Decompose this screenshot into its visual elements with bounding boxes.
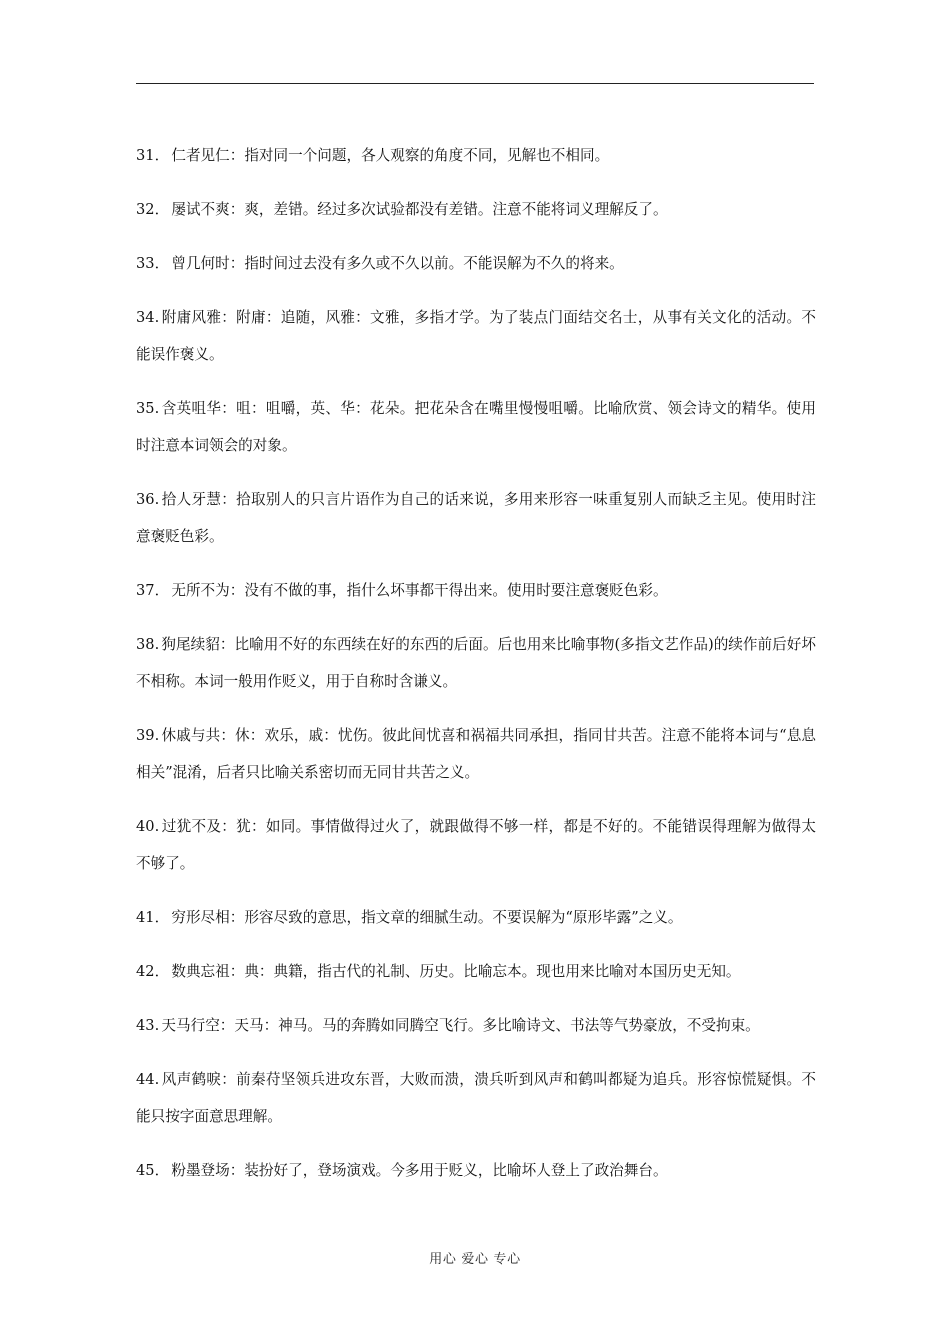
list-item (136, 1007, 816, 1044)
entry-number: 31． (136, 146, 170, 164)
entry-text: 穷形尽相：形容尽致的意思，指文章的细腻生动。不要误解为“原形毕露”之义。 (171, 908, 683, 926)
list-item (136, 299, 816, 373)
entry-text: 含英咀华：咀：咀嚼，英、华：花朵。把花朵含在嘴里慢慢咀嚼。比喻欣赏、领会诗文的精华。使用时注意本词领会的对象。 (136, 399, 816, 454)
entry-text: 拾人牙慧：拾取别人的只言片语作为自己的话来说，多用来形容一味重复别人而缺乏主见。使用时注意褒贬色彩。 (136, 490, 816, 545)
header-rule (136, 83, 814, 84)
list-item (136, 481, 816, 555)
entry-number: 40. (136, 817, 160, 835)
page-footer: 用心 爱心 专心 (429, 1252, 521, 1267)
list-item (136, 717, 816, 791)
entry-number: 36. (136, 490, 160, 508)
entry-text: 过犹不及：犹：如同。事情做得过火了，就跟做得不够一样，都是不好的。不能错误得理解为做得太不够了。 (136, 817, 816, 872)
list-item (136, 808, 816, 882)
list-item (136, 626, 816, 700)
entry-text: 休戚与共：休：欢乐，戚：忧伤。彼此间忧喜和祸福共同承担，指同甘共苦。注意不能将本词与“息息相关”混淆，后者只比喻关系密切而无同甘共苦之义。 (136, 726, 816, 781)
entry-text: 风声鹤唳：前秦苻坚领兵进攻东晋，大败而溃，溃兵听到风声和鹤叫都疑为追兵。形容惊慌疑惧。不能只按字面意思理解。 (136, 1070, 816, 1125)
entry-number: 43. (136, 1016, 160, 1034)
list-item (136, 137, 816, 174)
entry-number: 37． (136, 581, 170, 599)
entry-text: 仁者见仁：指对同一个问题，各人观察的角度不同，见解也不相同。 (171, 146, 610, 164)
entry-text: 粉墨登场：装扮好了，登场演戏。今多用于贬义，比喻坏人登上了政治舞台。 (171, 1161, 668, 1179)
entry-number: 38. (136, 635, 160, 653)
entry-text: 曾几何时：指时间过去没有多久或不久以前。不能误解为不久的将来。 (171, 254, 624, 272)
entry-text: 狗尾续貂：比喻用不好的东西续在好的东西的后面。后也用来比喻事物(多指文艺作品)的续作前后好坏不相称。本词一般用作贬义，用于自称时含谦义。 (136, 635, 816, 690)
entry-text: 天马行空：天马：神马。马的奔腾如同腾空飞行。多比喻诗文、书法等气势豪放，不受拘束。 (161, 1016, 760, 1034)
list-item (136, 191, 816, 228)
entry-number: 42． (136, 962, 170, 980)
list-item (136, 1061, 816, 1135)
entry-number: 35. (136, 399, 160, 417)
entry-text: 屡试不爽：爽，差错。经过多次试验都没有差错。注意不能将词义理解反了。 (171, 200, 668, 218)
entry-number: 39. (136, 726, 160, 744)
list-item (136, 245, 816, 282)
entry-number: 33． (136, 254, 170, 272)
entry-number: 34. (136, 308, 160, 326)
list-item (136, 953, 816, 990)
list-item (136, 1152, 816, 1189)
idiom-list (136, 122, 816, 1206)
list-item (136, 390, 816, 464)
entry-number: 32． (136, 200, 170, 218)
entry-number: 44. (136, 1070, 160, 1088)
list-item (136, 899, 816, 936)
list-item (136, 572, 816, 609)
entry-text: 无所不为：没有不做的事，指什么坏事都干得出来。使用时要注意褒贬色彩。 (171, 581, 668, 599)
entry-number: 41． (136, 908, 170, 926)
entry-number: 45． (136, 1161, 170, 1179)
entry-text: 数典忘祖：典：典籍，指古代的礼制、历史。比喻忘本。现也用来比喻对本国历史无知。 (171, 962, 741, 980)
entry-text: 附庸风雅：附庸：追随，风雅：文雅，多指才学。为了装点门面结交名士，从事有关文化的活动。不能误作褒义。 (136, 308, 816, 363)
